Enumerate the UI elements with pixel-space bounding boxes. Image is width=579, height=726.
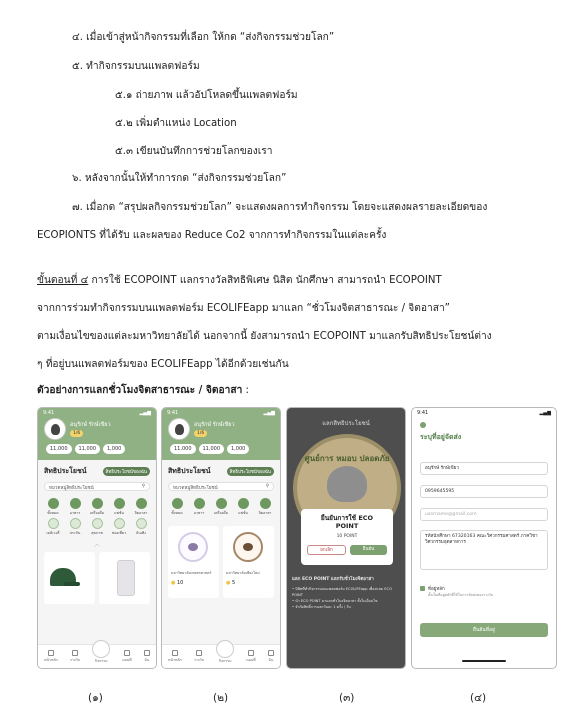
category-icon <box>136 498 147 509</box>
bottom-nav <box>162 644 280 668</box>
seal-text: ศูนย์การ หมอบ ปลอดภัย <box>304 454 390 463</box>
dialog-points: 10 POINT <box>336 534 358 539</box>
point-badge: 11,000 <box>46 444 72 454</box>
level-chip: 1/6 <box>70 430 83 437</box>
nav-label: ฉัน <box>268 658 274 662</box>
privilege-title: สิทธิประโยชน์ <box>168 467 211 475</box>
dialog-title: ยืนยันการใช้ ECO POINT <box>320 514 374 530</box>
dialog-buttons <box>301 545 393 555</box>
nav-home[interactable] <box>168 650 182 663</box>
search-icon: ⚲ <box>141 484 145 489</box>
deal-card[interactable] <box>168 526 219 598</box>
user-name: อนุรักษ์ รักษ์เขียว <box>194 422 235 428</box>
step-four-line-1-text: การใช้ ECOPOINT แลกรางวัลสิทธิพิเศษ นิสิต นักศึกษา สามารถนำ ECOPOINT <box>88 275 442 286</box>
info-line: • นิสิตที่ทำกิจกรรมบนแพลตฟอร์ม ECOLIFEapp เพื่อสะสม ECO POINT <box>292 587 392 597</box>
category-icon <box>48 498 59 509</box>
nav-label: ฉัน <box>144 658 150 662</box>
category-icon <box>216 498 227 509</box>
product-card-cap[interactable] <box>44 552 95 604</box>
step-7-line-2: ECOPIONTS ที่ได้รับ และผลของ Reduce Co2 จากการทำกิจกรรมในแต่ละครั้ง <box>37 230 387 241</box>
address-field[interactable]: รหัสนักศึกษา 67320163 คณะวิศวกรรมศาสตร์ ภาควิชาวิศวกรรมอุตสาหการ <box>420 530 548 570</box>
category-icon <box>238 498 249 509</box>
map-pin-icon <box>124 650 130 656</box>
category-item[interactable] <box>130 518 152 536</box>
university-seal-icon <box>178 532 208 562</box>
mascot-icon <box>216 640 234 658</box>
phone-screen-3 <box>286 407 406 669</box>
point-badge: 11,000 <box>75 444 101 454</box>
step-5-3-line: ๕.๓ เขียนบันทึกการช่วยโลกของเรา <box>115 146 273 157</box>
caption-4: (๔) <box>470 692 487 704</box>
caption-3: (๓) <box>339 692 355 704</box>
category-item[interactable] <box>130 498 152 516</box>
user-icon <box>268 650 274 656</box>
point-badge: 11,000 <box>170 444 196 454</box>
privilege-title: สิทธิประโยชน์ <box>44 467 87 475</box>
step-6-line: ๖. หลังจากนั้นให้ทำการกด “ส่งกิจกรรมช่วยโลก” <box>72 173 287 184</box>
nav-label: แผนที่ <box>246 658 256 662</box>
nav-map[interactable] <box>122 650 131 663</box>
search-icon: ⚲ <box>265 484 269 489</box>
category-item[interactable] <box>86 518 108 536</box>
nav-profile[interactable] <box>268 650 274 663</box>
chevron-up-icon[interactable]: ︿ <box>93 541 100 548</box>
point-badge: 11,000 <box>199 444 225 454</box>
status-bar <box>38 408 156 418</box>
deal-grid <box>162 516 280 608</box>
nav-map[interactable] <box>246 650 255 663</box>
category-icon <box>172 498 183 509</box>
signal-icon: ▂▄▆ <box>263 410 275 416</box>
cancel-button[interactable]: ยกเลิก <box>307 545 346 555</box>
category-label: ทั้งหมด <box>171 511 183 515</box>
nav-reward[interactable] <box>194 650 204 663</box>
nav-reward[interactable] <box>70 650 80 663</box>
privilege-section <box>162 460 280 479</box>
caption-1: (๑) <box>88 692 103 704</box>
category-item[interactable] <box>108 518 130 536</box>
gift-icon <box>196 650 202 656</box>
category-item[interactable] <box>108 498 130 516</box>
screenshot-strip <box>37 407 557 669</box>
nav-label: หน้าหลัก <box>168 658 182 662</box>
deal-points: ● 5 <box>226 580 235 586</box>
category-search[interactable] <box>44 482 150 491</box>
name-field[interactable]: อนุรักษ์ รักษ์เขียว <box>420 462 548 475</box>
home-icon <box>48 650 54 656</box>
step-four-line-2: จากการร่วมทำกิจกรรมบนแพลตฟอร์ม ECOLIFEapp มาแลก “ชั่วโมงจิตสาธารณะ / จิตอาสา” <box>37 303 450 314</box>
category-item[interactable] <box>210 498 232 516</box>
avatar[interactable] <box>44 418 66 440</box>
category-item[interactable] <box>42 518 64 536</box>
category-label: เครื่องดื่ม <box>213 511 229 515</box>
phone-screen-4 <box>411 407 557 669</box>
caption-2: (๒) <box>213 692 229 704</box>
nav-profile[interactable] <box>144 650 150 663</box>
profile-header <box>162 408 280 460</box>
category-icon <box>114 498 125 509</box>
point-badge: 1,000 <box>227 444 249 454</box>
phone-field[interactable]: 0959645595 <box>420 485 548 498</box>
privilege-section <box>38 460 156 479</box>
nav-label: หน้าหลัก <box>44 658 58 662</box>
category-label: สุขภาพ <box>91 531 103 535</box>
product-row <box>38 548 156 608</box>
search-label: หมวดหมู่สิทธิประโยชน์ <box>49 486 94 491</box>
category-label: จิตอาสา <box>258 511 272 515</box>
deal-name: มหาวิทยาลัยเกษตรศาสตร์ <box>171 571 212 575</box>
example-title: ตัวอย่างการแลกชั่วโมงจิตสาธารณะ / จิตอาสา <box>37 385 243 396</box>
my-privilege-button[interactable]: สิทธิประโยชน์ของฉัน <box>103 467 150 476</box>
confirm-button[interactable]: ยืนยัน <box>350 545 387 555</box>
signal-icon: ▂▄▆ <box>139 410 151 416</box>
category-icon <box>48 518 59 529</box>
category-icon <box>114 518 125 529</box>
category-icon <box>92 498 103 509</box>
status-time: 9:41 <box>43 410 55 416</box>
category-label: เครื่องดื่ม <box>89 511 105 515</box>
category-label: บันเทิง <box>135 531 147 535</box>
nav-label: กิจกรรม <box>218 658 232 663</box>
back-icon[interactable] <box>420 422 426 428</box>
category-icon <box>260 498 271 509</box>
category-item[interactable] <box>42 498 64 516</box>
status-time: 9:41 <box>167 410 179 416</box>
deal-points: ● 10 <box>171 580 183 586</box>
confirm-dialog <box>301 509 393 565</box>
product-card-phone[interactable] <box>99 552 150 604</box>
nav-activity[interactable] <box>92 650 110 664</box>
category-icon <box>136 518 147 529</box>
step-4-line: ๔. เมื่อเข้าสู่หน้ากิจกรรมที่เลือก ให้กด “ส่งกิจกรรมช่วยโลก” <box>72 32 335 43</box>
user-icon <box>144 650 150 656</box>
default-address-label: ที่อยู่หลัก <box>428 587 445 592</box>
phone-screen-1 <box>37 407 157 669</box>
status-time: 9:41 <box>417 410 429 416</box>
home-indicator <box>462 660 506 662</box>
step-four-line-1 <box>37 274 442 288</box>
example-colon: : <box>242 385 249 396</box>
category-item[interactable] <box>64 498 86 516</box>
deal-name: มหาวิทยาลัยเชียงใหม่ <box>226 571 260 575</box>
bottom-nav <box>38 644 156 668</box>
phone-image <box>117 560 135 596</box>
category-search[interactable] <box>168 482 274 491</box>
nav-home[interactable] <box>44 650 58 663</box>
category-item[interactable] <box>86 498 108 516</box>
category-label: ทั้งหมด <box>47 511 59 515</box>
address-title: ระบุที่อยู่จัดส่ง <box>420 433 462 441</box>
status-bar <box>162 408 280 418</box>
step-5-2-line: ๕.๒ เพิ่มตำแหน่ง Location <box>115 118 237 129</box>
gift-icon <box>72 650 78 656</box>
university-seal-icon <box>233 532 263 562</box>
redeem-header: แลกสิทธิประโยชน์ <box>322 420 370 427</box>
step-four-line-4: ๆ ที่อยู่บนแพลตฟอร์มของ ECOLIFEapp ได้อีกด้วยเช่นกัน <box>37 359 289 370</box>
avatar[interactable] <box>168 418 190 440</box>
nav-label: รางวัล <box>69 658 80 662</box>
deal-card[interactable] <box>223 526 274 598</box>
category-label: ท่องเที่ยว <box>111 531 126 535</box>
category-item[interactable] <box>254 498 276 516</box>
step-7-line-1: ๗. เมื่อกด “สรุปผลกิจกรรมช่วยโลก” จะแสดงผลการทำกิจกรรม โดยจะแสดงผลรายละเอียดของ <box>72 202 488 213</box>
signal-icon: ▂▄▆ <box>539 410 551 416</box>
default-address-note: ตั้งเป็นที่อยู่หลักที่ใช้ในการจัดส่งของรางวัล <box>428 593 494 597</box>
default-address-checkbox[interactable] <box>420 586 425 591</box>
cap-image <box>50 568 76 586</box>
user-name: อนุรักษ์ รักษ์เขียว <box>70 422 111 428</box>
point-badge: 1,000 <box>103 444 125 454</box>
points-row <box>46 444 125 454</box>
info-line: • จำกัดสิทธิ์การแลกวันละ 1 ครั้ง / วัน <box>292 605 351 609</box>
confirm-address-button[interactable]: ยืนยันที่อยู่ <box>420 623 548 637</box>
category-label: แฟชั่น <box>114 511 124 515</box>
info-heading: แลก ECO POINT แลกรับชั่วโมงจิตอาสา <box>292 577 374 582</box>
category-label: อาหาร <box>69 511 81 515</box>
category-label: จิตอาสา <box>134 511 148 515</box>
email-field[interactable]: username@gmail.com <box>420 508 548 521</box>
category-label: แฟชั่น <box>238 511 248 515</box>
step-5-1-line: ๕.๑ ถ่ายภาพ แล้วอัปโหลดขึ้นแพลตฟอร์ม <box>115 90 298 101</box>
nav-label: กิจกรรม <box>94 658 108 663</box>
category-label: อาหาร <box>193 511 205 515</box>
level-chip: 1/6 <box>194 430 207 437</box>
example-title-line <box>37 384 249 398</box>
step-5-line: ๕. ทำกิจกรรมบนแพลตฟอร์ม <box>72 61 200 72</box>
step-four-heading: ขั้นตอนที่ ๔ <box>37 275 89 286</box>
category-icon <box>70 498 81 509</box>
home-icon <box>172 650 178 656</box>
category-item[interactable] <box>64 518 86 536</box>
status-bar <box>412 408 556 418</box>
step-four-line-3: ตามเงื่อนไขของแต่ละมหาวิทยาลัยได้ นอกจากนี้ ยังสามารถนำ ECOPOINT มาแลกรับสิทธิประโยชน์ต่าง <box>37 331 492 342</box>
category-item[interactable] <box>188 498 210 516</box>
category-icon <box>70 518 81 529</box>
category-grid <box>162 494 280 516</box>
map-pin-icon <box>248 650 254 656</box>
nav-activity[interactable] <box>216 650 234 664</box>
nav-label: รางวัล <box>193 658 204 662</box>
redeem-info <box>287 574 405 668</box>
category-grid <box>38 494 156 536</box>
info-line: • นำ ECO POINT มาแลกชั่วโมงจิตอาสา ตั้งในเงื่อนไข <box>292 599 378 603</box>
profile-header <box>38 408 156 460</box>
phone-screen-2 <box>161 407 281 669</box>
category-label: ประกัน <box>69 531 81 535</box>
category-label: เดลิเวอรี่ <box>46 531 60 535</box>
category-icon <box>92 518 103 529</box>
my-privilege-button[interactable]: สิทธิประโยชน์ของฉัน <box>227 467 274 476</box>
points-row <box>170 444 249 454</box>
nav-label: แผนที่ <box>122 658 132 662</box>
category-item[interactable] <box>232 498 254 516</box>
category-item[interactable] <box>166 498 188 516</box>
category-icon <box>194 498 205 509</box>
mascot-icon <box>92 640 110 658</box>
search-label: หมวดหมู่สิทธิประโยชน์ <box>173 486 218 491</box>
